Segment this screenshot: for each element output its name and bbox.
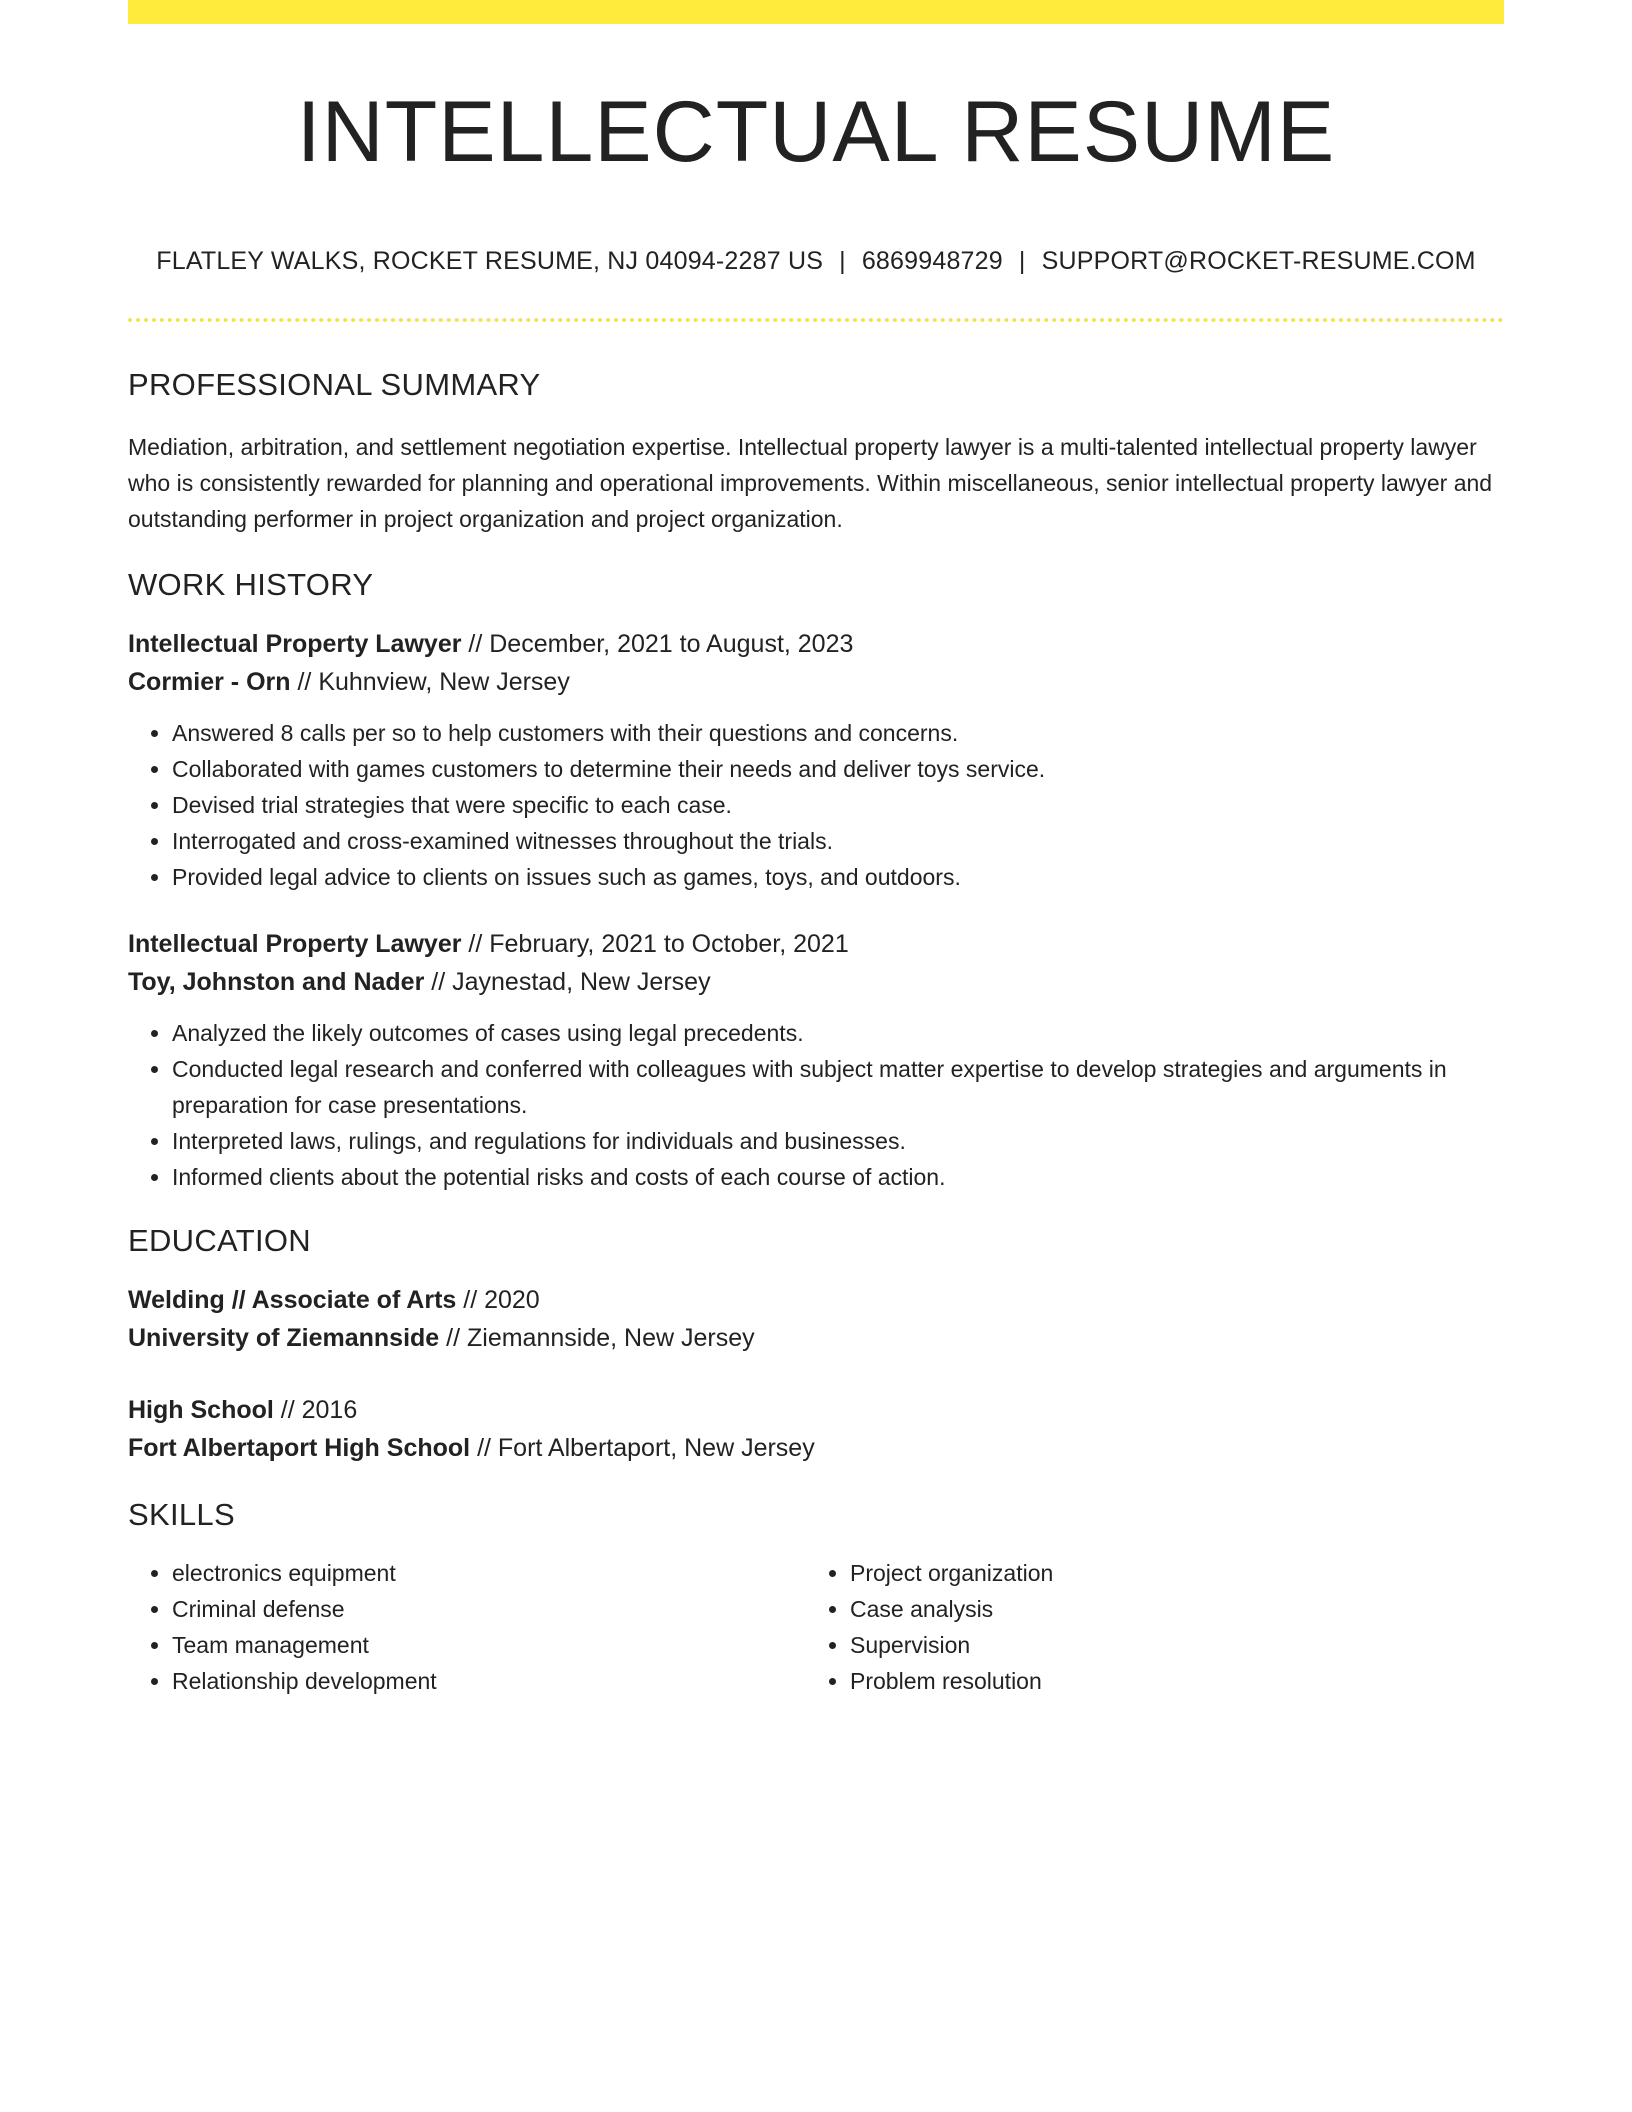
skills-column-right (806, 1555, 1484, 1699)
education-school: Fort Albertaport High School (128, 1434, 471, 1462)
resume-content (128, 24, 1504, 1699)
list-item: • Interpreted laws, rulings, and regulations for individuals and businesses. (172, 1123, 1504, 1159)
skill-item: • Relationship development (172, 1663, 806, 1699)
education-location: // Fort Albertaport, New Jersey (477, 1434, 815, 1462)
job-bullet-list (128, 715, 1504, 895)
education-degree: High School (128, 1396, 274, 1424)
contact-address: FLATLEY WALKS, ROCKET RESUME, NJ 04094-2287 US (156, 247, 824, 275)
summary-paragraph: Mediation, arbitration, and settlement negotiation expertise. Intellectual property lawyer is a multi-talented intellectual property lawyer who is consistently rewarded for planning and operational improvements. Within miscellaneous, senior intellectual property lawyer and outstanding performer in project organization and project organization. (128, 434, 1493, 532)
skills-list (806, 1555, 1484, 1699)
education-year: // 2020 (463, 1286, 540, 1314)
job-company: Cormier - Orn (128, 668, 291, 696)
contact-separator: | (839, 247, 846, 275)
section-heading-work-history: WORK HISTORY (128, 567, 374, 602)
job-role-line (128, 625, 1504, 663)
section-heading-skills: SKILLS (128, 1497, 235, 1532)
education-location: // Ziemannside, New Jersey (446, 1324, 755, 1352)
education-year: // 2016 (280, 1396, 358, 1424)
education-school-line (128, 1319, 1504, 1357)
skill-item: • Problem resolution (850, 1663, 1484, 1699)
list-item: • Provided legal advice to clients on issues such as games, toys, and outdoors. (172, 859, 1504, 895)
section-heading-summary: PROFESSIONAL SUMMARY (128, 367, 541, 402)
job-entry (128, 925, 1504, 1195)
job-dates: // February, 2021 to October, 2021 (468, 930, 849, 958)
section-heading-education: EDUCATION (128, 1223, 311, 1258)
list-item: • Devised trial strategies that were specific to each case. (172, 787, 1504, 823)
list-item: • Analyzed the likely outcomes of cases using legal precedents. (172, 1015, 1504, 1051)
job-location: // Jaynestad, New Jersey (431, 968, 711, 996)
skill-item: • Criminal defense (172, 1591, 806, 1627)
job-role: Intellectual Property Lawyer (128, 930, 462, 958)
education-school: University of Ziemannside (128, 1324, 440, 1352)
job-company-line (128, 663, 1504, 701)
job-company: Toy, Johnston and Nader (128, 968, 425, 996)
list-item: • Answered 8 calls per so to help customers with their questions and concerns. (172, 715, 1504, 751)
education-degree: Welding // Associate of Arts (128, 1286, 457, 1314)
job-location: // Kuhnview, New Jersey (297, 668, 570, 696)
job-entry (128, 625, 1504, 895)
list-item: • Informed clients about the potential risks and costs of each course of action. (172, 1159, 1504, 1195)
job-bullet-list (128, 1015, 1504, 1195)
job-role: Intellectual Property Lawyer (128, 630, 462, 658)
contact-separator: | (1018, 247, 1026, 275)
contact-line (128, 244, 1504, 278)
skill-item: • Case analysis (850, 1591, 1484, 1627)
skills-column-left (128, 1555, 806, 1699)
education-degree-line (128, 1391, 1504, 1429)
dotted-divider (128, 318, 1504, 322)
contact-email: SUPPORT@ROCKET-RESUME.COM (1041, 247, 1476, 275)
skills-grid (128, 1555, 1504, 1699)
job-company-line (128, 963, 1504, 1001)
list-item: • Interrogated and cross-examined witnesses throughout the trials. (172, 823, 1504, 859)
contact-phone: 6869948729 (861, 247, 1003, 275)
resume-title: INTELLECTUAL RESUME (296, 84, 1336, 180)
list-item: • Conducted legal research and conferred with colleagues with subject matter expertise to develop strategies and arguments in preparation for case presentations. (172, 1051, 1504, 1123)
education-entry (128, 1391, 1504, 1467)
list-item: • Collaborated with games customers to determine their needs and deliver toys service. (172, 751, 1504, 787)
skill-item: • Supervision (850, 1627, 1484, 1663)
job-dates: // December, 2021 to August, 2023 (468, 630, 854, 658)
accent-top-bar (128, 0, 1504, 24)
skill-item: • Team management (172, 1627, 806, 1663)
education-degree-line (128, 1281, 1504, 1319)
education-entry (128, 1281, 1504, 1357)
skill-item: • Project organization (850, 1555, 1484, 1591)
skills-list (128, 1555, 806, 1699)
job-role-line (128, 925, 1504, 963)
education-school-line (128, 1429, 1504, 1467)
skill-item: • electronics equipment (172, 1555, 806, 1591)
